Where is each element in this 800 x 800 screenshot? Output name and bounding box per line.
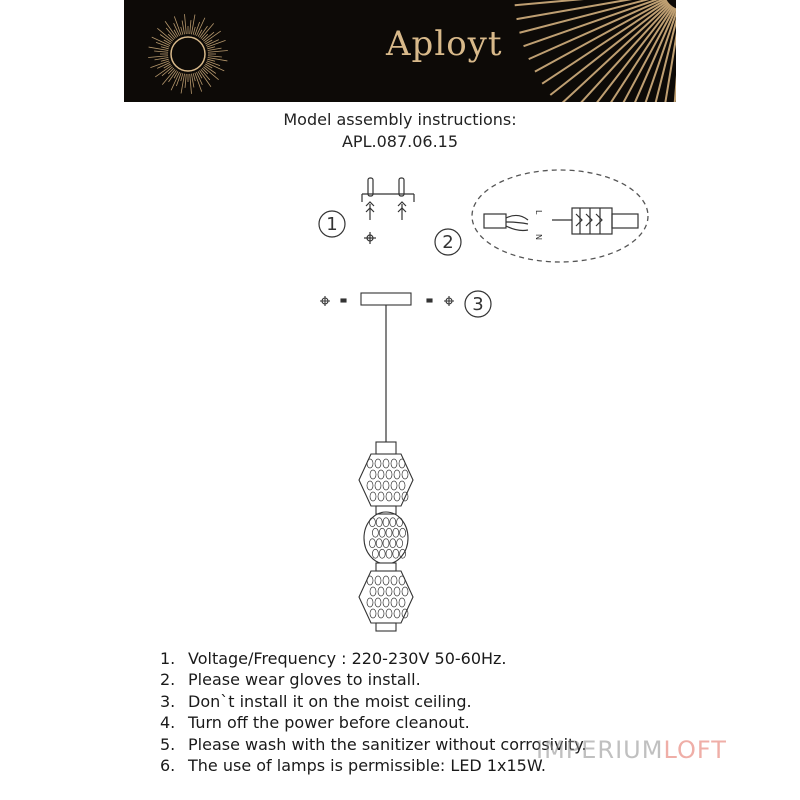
step2-connector (484, 208, 638, 234)
connector-detail-callout (472, 170, 648, 262)
step3-canopy-screws (320, 293, 454, 306)
brand-logo: Aployt (386, 24, 503, 64)
pendant-lamp (359, 442, 413, 631)
step1-number: 1 (326, 214, 338, 235)
wire-label-n: N (534, 234, 543, 240)
model-number: APL.087.06.15 (341, 132, 459, 151)
list-item: 2. Please wear gloves to install. (160, 670, 421, 690)
step1-bracket (362, 178, 414, 244)
step2-number: 2 (442, 232, 454, 253)
wire-label-l: L (534, 210, 543, 215)
instruction-list (160, 648, 587, 776)
step3-number: 3 (472, 294, 484, 315)
list-item: 5. Please wash with the sanitizer without corrosivity. (160, 734, 587, 754)
assembly-diagram (0, 160, 800, 640)
page-title: Model assembly instructions: (283, 110, 517, 129)
list-item: 3. Don`t install it on the moist ceiling. (160, 691, 472, 711)
brand-banner (124, 0, 676, 102)
list-item: 4. Turn off the power before cleanout. (160, 713, 470, 733)
list-item: 1. Voltage/Frequency : 220-230V 50-60Hz. (160, 649, 507, 668)
watermark: IMPERIUMLOFT (536, 736, 727, 764)
list-item: 6. The use of lamps is permissible: LED 1x15W. (160, 756, 546, 776)
